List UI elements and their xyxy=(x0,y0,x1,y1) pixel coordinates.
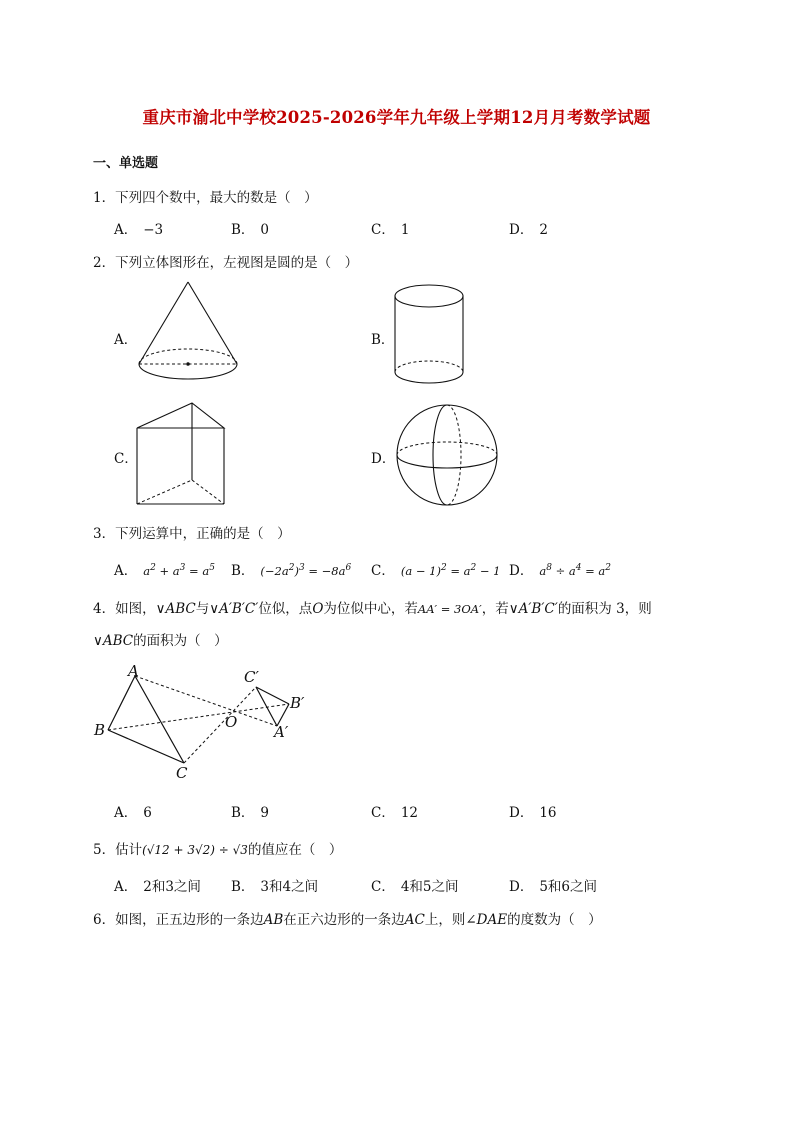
stem-text: 4．如图， xyxy=(93,601,156,617)
cone-figure xyxy=(135,278,245,388)
sphere-figure xyxy=(395,403,501,509)
homothety-figure xyxy=(90,660,330,785)
question-5-stem xyxy=(93,838,342,858)
q4-option-a[interactable] xyxy=(114,801,152,821)
page-title: 重庆市渝北中学校2025-2026学年九年级上学期12月月考数学试题 xyxy=(142,108,651,127)
option-label: C． xyxy=(371,879,395,895)
stem-text: 的度数为（ ） xyxy=(507,912,602,928)
q1-option-d[interactable] xyxy=(509,218,548,238)
option-text: −3 xyxy=(143,222,164,238)
stem-text: 在正六边形的一条边 xyxy=(283,912,405,928)
option-text: 5和6之间 xyxy=(539,879,598,895)
option-label: B． xyxy=(231,805,255,821)
option-label: B． xyxy=(231,222,255,238)
stem-text: 的面积为（ ） xyxy=(133,633,228,649)
stem-text: 为位似中心，若 xyxy=(323,601,418,617)
triangle-label: ∨ABC xyxy=(155,601,196,617)
prism-figure xyxy=(134,400,229,510)
option-text: 4和5之间 xyxy=(400,879,459,895)
ratio-formula: AA′ = 3OA′ xyxy=(417,602,482,616)
q4-option-c[interactable] xyxy=(371,801,418,821)
stem-text: 5．估计 xyxy=(93,842,143,858)
option-text: 9 xyxy=(260,805,270,821)
q1-option-a[interactable] xyxy=(114,218,163,238)
q2-option-d-label[interactable]: D． xyxy=(371,451,396,467)
question-6-stem xyxy=(93,908,602,928)
q2-option-b-label[interactable]: B． xyxy=(371,332,395,348)
q1-option-b[interactable] xyxy=(231,218,269,238)
option-text: 1 xyxy=(400,222,410,238)
option-label: D． xyxy=(509,879,534,895)
option-label: C． xyxy=(371,222,395,238)
q3-option-c[interactable] xyxy=(371,559,500,579)
option-label: D． xyxy=(509,563,534,579)
stem-text: 位似，点 xyxy=(258,601,313,617)
angle-label: ∠DAE xyxy=(465,912,508,928)
stem-text: 上，则 xyxy=(424,912,466,928)
q1-option-c[interactable] xyxy=(371,218,409,238)
q3-option-b[interactable] xyxy=(231,559,351,579)
point-o-label: O xyxy=(225,713,238,731)
point-b-prime-label: B′ xyxy=(290,694,305,712)
q3-option-a[interactable] xyxy=(114,559,215,579)
triangle-label: ∨ABC xyxy=(93,633,134,649)
triangle-label: ∨A′B′C′ xyxy=(209,601,259,617)
question-1-stem: 1．下列四个数中，最大的数是（ ） xyxy=(93,190,318,206)
option-label: C． xyxy=(371,805,395,821)
option-text: 0 xyxy=(260,222,270,238)
q3-option-d[interactable] xyxy=(509,559,611,579)
q4-option-b[interactable] xyxy=(231,801,269,821)
q5-option-c[interactable] xyxy=(371,875,459,895)
option-text: 2和3之间 xyxy=(143,879,201,895)
option-label: B． xyxy=(231,879,255,895)
option-text: 12 xyxy=(400,805,419,821)
point-a-label: A xyxy=(128,662,139,680)
q5-option-d[interactable] xyxy=(509,875,597,895)
segment-label: AB xyxy=(263,912,284,928)
option-formula: $a^8 \div a^4 = a^2$ xyxy=(539,563,612,578)
q2-option-a-label[interactable]: A． xyxy=(114,332,138,348)
option-label: D． xyxy=(509,222,534,238)
option-label: A． xyxy=(114,222,138,238)
triangle-label: ∨A′B′C′ xyxy=(508,601,558,617)
option-formula: $a^2 + a^3 = a^5$ xyxy=(143,563,215,578)
q2-option-c-label[interactable]: C． xyxy=(114,451,138,467)
q5-option-a[interactable] xyxy=(114,875,201,895)
section-heading: 一、单选题 xyxy=(93,156,159,171)
question-3-stem: 3．下列运算中，正确的是（ ） xyxy=(93,526,291,542)
point-a-prime-label: A′ xyxy=(274,723,289,741)
option-text: 6 xyxy=(143,805,152,821)
stem-text: 的面积为 3，则 xyxy=(557,601,652,617)
q5-option-b[interactable] xyxy=(231,875,318,895)
point-b-label: B xyxy=(94,721,106,739)
option-label: C． xyxy=(371,563,395,579)
option-text: 2 xyxy=(539,222,548,238)
option-text: 3和4之间 xyxy=(260,879,319,895)
point-label: O xyxy=(312,601,324,617)
stem-text: ，若 xyxy=(481,601,509,617)
stem-text: 的值应在（ ） xyxy=(247,842,343,858)
radical-expression: (√12 + 3√2) ÷ √3 xyxy=(142,843,248,857)
stem-text: 与 xyxy=(195,601,210,617)
option-label: B． xyxy=(231,563,255,579)
point-c-label: C xyxy=(176,764,188,782)
option-label: A． xyxy=(114,563,138,579)
option-formula: $(-2a^2)^3 = -8a^6$ xyxy=(260,563,352,578)
option-label: A． xyxy=(114,879,138,895)
option-formula: $(a - 1)^2 = a^2 - 1$ xyxy=(400,563,501,578)
question-2-stem: 2．下列立体图形在，左视图是圆的是（ ） xyxy=(93,255,359,271)
segment-label: AC xyxy=(404,912,425,928)
option-text: 16 xyxy=(539,805,557,821)
option-label: D． xyxy=(509,805,534,821)
cylinder-figure xyxy=(392,282,468,387)
question-4-stem-line1 xyxy=(93,597,652,617)
option-label: A． xyxy=(114,805,138,821)
point-c-prime-label: C′ xyxy=(244,668,259,686)
question-4-stem-line2 xyxy=(93,629,228,649)
q4-option-d[interactable] xyxy=(509,801,557,821)
stem-text: 6．如图，正五边形的一条边 xyxy=(93,912,264,928)
